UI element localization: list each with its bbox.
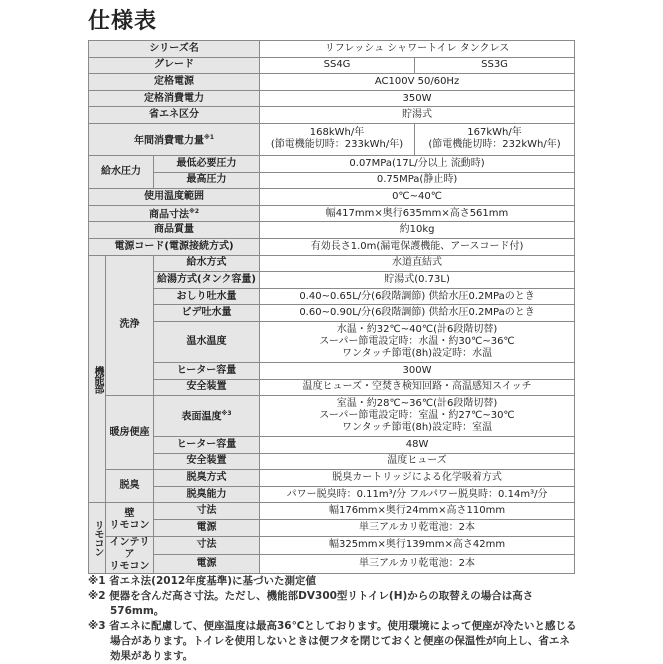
grade-a: SS4G <box>260 57 415 74</box>
row-value: パワー脱臭時：0.11m³/分 フルパワー脱臭時：0.14m³/分 <box>260 486 575 503</box>
footnote-3: ※3 省エネに配慮して、便座温度は最高36℃としております。使用環境によって便座が冷たいと感じる場合があります。トイレを使用しないときは便フタを閉じておくと便座の保温性が向上し、省エネ効果があります。 <box>88 620 577 662</box>
row-value: 単三アルカリ乾電池：2本 <box>260 520 575 537</box>
interior-remote-label: インテリア リモコン <box>106 536 154 573</box>
row-value: 約10kg <box>260 222 575 239</box>
footnote-mark: ※1 <box>204 133 215 141</box>
row-value: 室温・約28℃~36℃(計6段階切替) スーパー節電設定時：室温・約27℃~30℃ ワンタッチ節電(8h)設定時：室温 <box>260 396 575 437</box>
table-row <box>89 57 575 74</box>
footnote-mark: ※2 <box>189 207 200 215</box>
row-label: 安全装置 <box>154 379 260 396</box>
table-row <box>89 470 575 487</box>
row-label: 電源 <box>154 520 260 537</box>
row-value: リフレッシュ シャワートイレ タンクレス <box>260 41 575 58</box>
table-row <box>89 255 575 272</box>
row-value: 300W <box>260 362 575 379</box>
row-value: 幅176mm×奥行24mm×高さ110mm <box>260 503 575 520</box>
table-row <box>89 486 575 503</box>
row-label: 定格電源 <box>89 74 260 91</box>
row-label: 使用温度範囲 <box>89 189 260 206</box>
table-row <box>89 172 575 189</box>
row-value: 水温・約32℃~40℃(計6段階切替) スーパー節電設定時：水温・約30℃~36℃ ワンタッチ節電(8h)設定時：水温 <box>260 321 575 362</box>
row-label: 寸法 <box>154 536 260 555</box>
table-row <box>89 90 575 107</box>
table-row <box>89 555 575 574</box>
row-label: 電源コード(電源接続方式) <box>89 238 260 255</box>
row-label: おしり吐水量 <box>154 288 260 305</box>
row-label: 脱臭方式 <box>154 470 260 487</box>
footnotes <box>88 574 578 664</box>
table-row <box>89 107 575 124</box>
table-row <box>89 453 575 470</box>
row-value: 0.60~0.90L/分(6段階調節) 供給水圧0.2MPaのとき <box>260 305 575 322</box>
row-label: グレード <box>89 57 260 74</box>
table-row <box>89 189 575 206</box>
row-label: 脱臭能力 <box>154 486 260 503</box>
table-row <box>89 272 575 289</box>
table-row <box>89 396 575 437</box>
table-row <box>89 205 575 222</box>
table-row <box>89 321 575 362</box>
row-label: 安全装置 <box>154 453 260 470</box>
table-row <box>89 74 575 91</box>
table-row <box>89 155 575 172</box>
table-row <box>89 503 575 520</box>
row-label: 温水温度 <box>154 321 260 362</box>
annual-b: 167kWh/年 (節電機能切時：232kWh/年) <box>415 123 575 155</box>
row-label: ヒーター容量 <box>154 362 260 379</box>
footnote-2: ※2 便器を含んだ高さ寸法。ただし、機能部DV300型リトイレ(H)からの取替えの場合は高さ576mm。 <box>88 590 534 617</box>
wash-group-label: 洗浄 <box>106 255 154 396</box>
row-label: ビデ吐水量 <box>154 305 260 322</box>
table-row <box>89 379 575 396</box>
row-value: 0℃~40℃ <box>260 189 575 206</box>
table-row <box>89 123 575 155</box>
grade-b: SS3G <box>415 57 575 74</box>
row-value: 温度ヒューズ・空焚き検知回路・高温感知スイッチ <box>260 379 575 396</box>
row-label: 省エネ区分 <box>89 107 260 124</box>
row-label: 最高圧力 <box>154 172 260 189</box>
table-row <box>89 536 575 555</box>
row-label: 電源 <box>154 555 260 574</box>
row-value: 温度ヒューズ <box>260 453 575 470</box>
row-value: AC100V 50/60Hz <box>260 74 575 91</box>
group-label: 給水圧力 <box>89 155 154 188</box>
annual-a: 168kWh/年 (節電機能切時：233kWh/年) <box>260 123 415 155</box>
row-label: 最低必要圧力 <box>154 155 260 172</box>
row-value: 0.07MPa(17L/分以上 流動時) <box>260 155 575 172</box>
row-value: 貯湯式(0.73L) <box>260 272 575 289</box>
label-text: 年間消費電力量 <box>134 135 204 147</box>
wall-remote-label: 壁 リモコン <box>106 503 154 536</box>
table-row <box>89 362 575 379</box>
row-value: 脱臭カートリッジによる化学吸着方式 <box>260 470 575 487</box>
row-value: 幅325mm×奥行139mm×高さ42mm <box>260 536 575 555</box>
row-label: 寸法 <box>154 503 260 520</box>
table-row <box>89 437 575 454</box>
label-text: 商品寸法 <box>149 209 189 221</box>
table-row <box>89 41 575 58</box>
row-label: 給水方式 <box>154 255 260 272</box>
deodorize-group-label: 脱臭 <box>106 470 154 503</box>
row-value: 0.75MPa(静止時) <box>260 172 575 189</box>
footnote-mark: ※3 <box>221 410 232 418</box>
table-row <box>89 520 575 537</box>
row-label <box>89 123 260 155</box>
row-label <box>154 396 260 437</box>
row-label: ヒーター容量 <box>154 437 260 454</box>
row-label: 定格消費電力 <box>89 90 260 107</box>
row-value: 有効長さ1.0m(漏電保護機能、アースコード付) <box>260 238 575 255</box>
remote-section-label: リモコン <box>89 503 106 573</box>
function-section-label: 機能部 <box>89 255 106 503</box>
row-value: 水道直結式 <box>260 255 575 272</box>
table-row <box>89 238 575 255</box>
row-value: 48W <box>260 437 575 454</box>
row-value: 貯湯式 <box>260 107 575 124</box>
row-label: 商品質量 <box>89 222 260 239</box>
seat-group-label: 暖房便座 <box>106 396 154 470</box>
row-value: 単三アルカリ乾電池：2本 <box>260 555 575 574</box>
row-value: 幅417mm×奥行635mm×高さ561mm <box>260 205 575 222</box>
page-title: 仕様表 <box>88 9 158 34</box>
label-text: 表面温度 <box>181 411 222 423</box>
row-label: 給湯方式(タンク容量) <box>154 272 260 289</box>
table-row <box>89 305 575 322</box>
table-row <box>89 288 575 305</box>
row-value: 350W <box>260 90 575 107</box>
footnote-1: ※1 省エネ法(2012年度基準)に基づいた測定値 <box>88 575 316 587</box>
row-label: シリーズ名 <box>89 41 260 58</box>
row-value: 0.40~0.65L/分(6段階調節) 供給水圧0.2MPaのとき <box>260 288 575 305</box>
row-label <box>89 205 260 222</box>
spec-table <box>88 40 575 574</box>
table-row <box>89 222 575 239</box>
